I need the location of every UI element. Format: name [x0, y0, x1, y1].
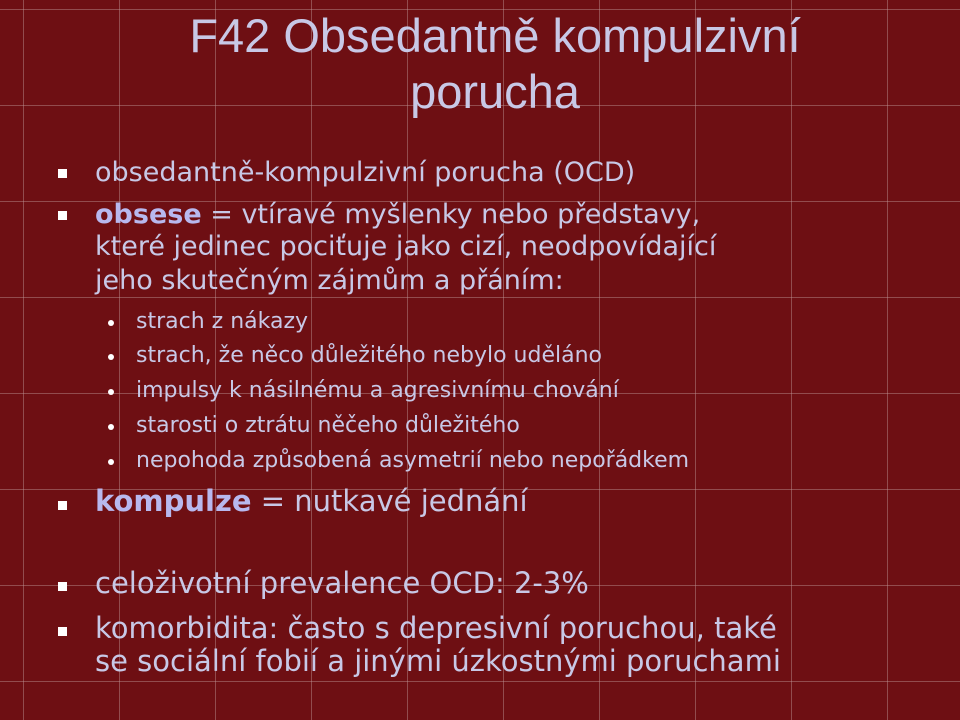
square-bullet-icon — [58, 627, 67, 636]
obsese-line-3: jeho skutečným zájmům a přáním: — [95, 265, 564, 296]
obsese-term: obsese — [95, 199, 202, 230]
kompulze-definition: = nutkavé jednání — [251, 484, 528, 518]
bullet-ocd: obsedantně-kompulzivní porucha (OCD) — [95, 157, 636, 188]
square-bullet-icon — [58, 211, 67, 220]
round-bullet-icon — [108, 424, 114, 430]
round-bullet-icon — [108, 389, 114, 395]
bullet-komorbidita: komorbidita: často s depresivní poruchou, také — [95, 611, 777, 645]
komorbidita-line-2: se sociální fobií a jinými úzkostnými poruchami — [95, 644, 781, 678]
sub-item: impulsy k násilnému a agresivnímu chování — [136, 378, 619, 403]
square-bullet-icon — [58, 169, 67, 178]
round-bullet-icon — [108, 320, 114, 326]
round-bullet-icon — [108, 354, 114, 360]
obsese-line-2: které jedinec pociťuje jako cizí, neodpovídající — [95, 231, 717, 262]
sub-item: strach, že něco důležitého nebylo uděláno — [136, 343, 602, 368]
sub-item: starosti o ztrátu něčeho důležitého — [136, 413, 520, 438]
round-bullet-icon — [108, 459, 114, 465]
bullet-prevalence: celoživotní prevalence OCD: 2-3% — [95, 566, 589, 600]
bullet-obsese — [95, 198, 700, 231]
bullet-kompulze — [95, 483, 528, 519]
obsese-definition: = vtíravé myšlenky nebo představy, — [201, 199, 701, 230]
sub-item: nepohoda způsobená asymetrií nebo nepořádkem — [136, 448, 690, 473]
kompulze-term: kompulze — [95, 484, 252, 518]
sub-item: strach z nákazy — [136, 309, 309, 334]
square-bullet-icon — [58, 582, 67, 591]
square-bullet-icon — [58, 501, 67, 510]
slide-title: F42 Obsedantně kompulzivní porucha — [189, 9, 801, 118]
